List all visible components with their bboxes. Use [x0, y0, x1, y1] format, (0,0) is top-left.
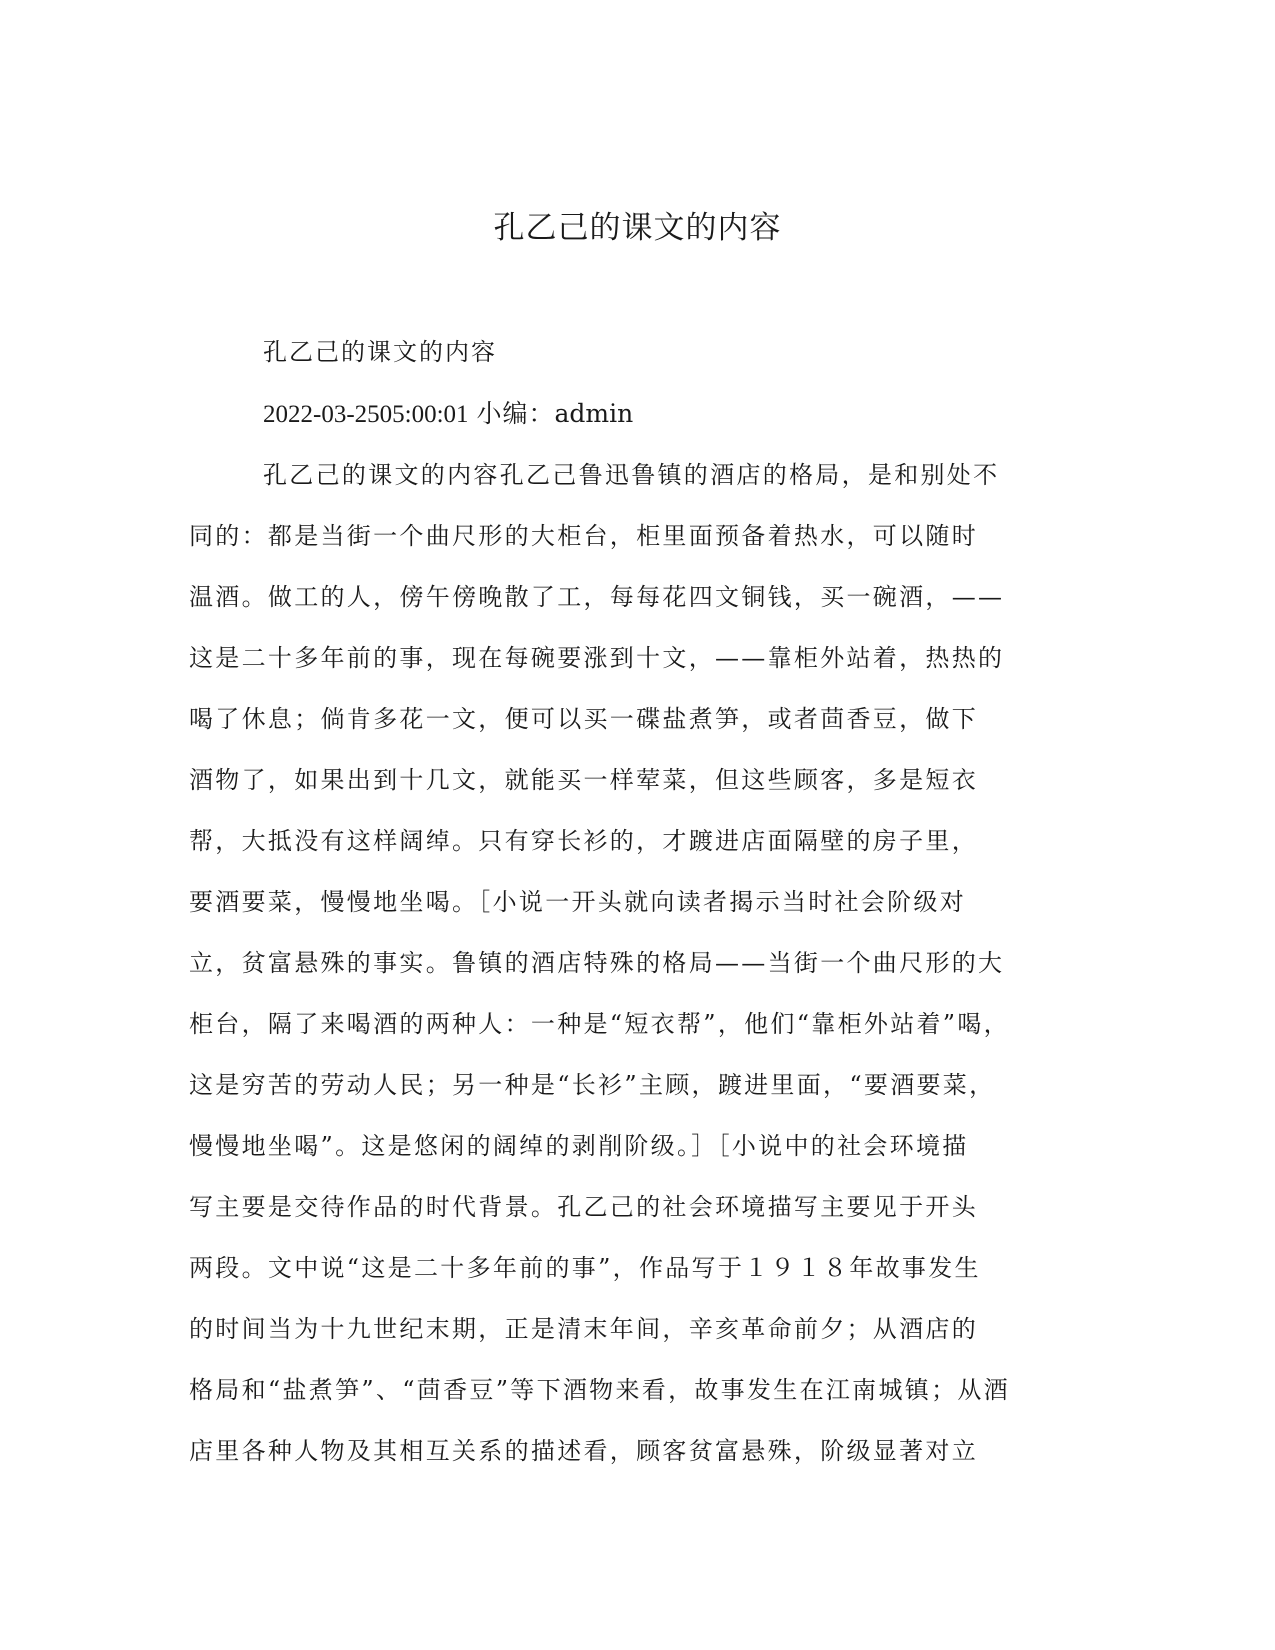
body-line: 这是穷苦的劳动人民；另一种是“长衫”主顾，踱进里面，“要酒要菜，: [189, 1071, 996, 1099]
body-line: 慢慢地坐喝”。这是悠闲的阔绰的剥削阶级。］［小说中的社会环境描: [189, 1132, 969, 1160]
body-line: 写主要是交待作品的时代背景。孔乙己的社会环境描写主要见于开头: [189, 1193, 978, 1221]
author-name: admin: [554, 399, 634, 428]
document-meta: [263, 394, 633, 435]
body-line: 喝了休息；倘肯多花一文，便可以买一碟盐煮笋，或者茴香豆，做下: [189, 705, 978, 733]
publish-datetime: 2022-03-2505:00:01: [263, 401, 469, 428]
body-line: 要酒要菜，慢慢地坐喝。［小说一开头就向读者揭示当时社会阶级对: [189, 888, 966, 916]
author-label: 小编：: [476, 399, 555, 428]
body-line: 酒物了，如果出到十几文，就能买一样荤菜，但这些顾客，多是短衣: [189, 766, 978, 794]
body-line: 格局和“盐煮笋”、“茴香豆”等下酒物来看，故事发生在江南城镇；从酒: [189, 1376, 1010, 1404]
body-line: 的时间当为十九世纪末期，正是清末年间，辛亥革命前夕；从酒店的: [189, 1315, 978, 1343]
body-line: 帮，大抵没有这样阔绰。只有穿长衫的，才踱进店面隔壁的房子里，: [189, 827, 978, 855]
body-line: 店里各种人物及其相互关系的描述看，顾客贫富悬殊，阶级显著对立: [189, 1437, 978, 1465]
body-line: 立，贫富悬殊的事实。鲁镇的酒店特殊的格局——当街一个曲尺形的大: [189, 949, 1005, 977]
body-line: 柜台，隔了来喝酒的两种人：一种是“短衣帮”，他们“靠柜外站着”喝，: [189, 1010, 1010, 1038]
body-line: 同的：都是当街一个曲尺形的大柜台，柜里面预备着热水，可以随时: [189, 522, 978, 550]
body-line: 这是二十多年前的事，现在每碗要涨到十文，——靠柜外站着，热热的: [189, 644, 1005, 672]
body-line: 两段。文中说“这是二十多年前的事”，作品写于１９１８年故事发生: [189, 1254, 981, 1282]
document-subtitle: 孔乙己的课文的内容: [263, 338, 497, 366]
article-body: [189, 455, 1089, 1492]
body-line: 温酒。做工的人，傍午傍晚散了工，每每花四文铜钱，买一碗酒，——: [189, 583, 1005, 611]
document-title: 孔乙己的课文的内容: [493, 210, 782, 246]
body-line: 孔乙己的课文的内容孔乙己鲁迅鲁镇的酒店的格局，是和别处不: [263, 461, 1000, 489]
